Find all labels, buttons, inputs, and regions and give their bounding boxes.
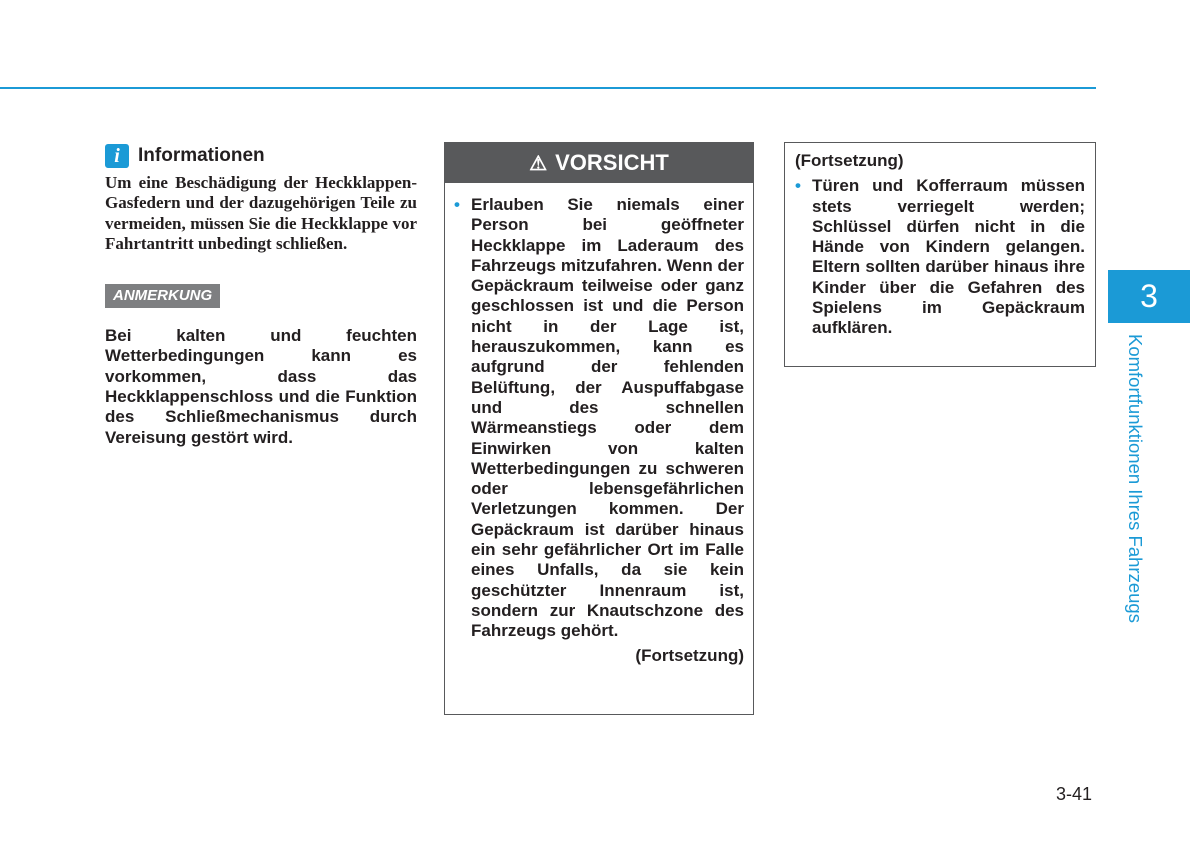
continued-label: (Fortsetzung) (635, 645, 744, 665)
continuation-text: Türen und Kofferraum müssen stets verriegelt werden; Schlüssel dürfen nicht in die Hände von Kindern gelangen. Eltern sollten darüber hinaus ihre Kinder über die Gefahren des Spielens im Gepäckraum aufklären. (812, 176, 1085, 338)
info-column (105, 143, 417, 448)
chapter-label: Komfortfunktionen Ihres Fahrzeugs (1125, 334, 1146, 623)
continuation-box (784, 142, 1096, 367)
caution-box (444, 142, 754, 715)
note-text: Bei kalten und feuchten Wetterbedingungen kann es vorkommen, dass das Heckklappenschloss und die Funktion des Schließmechanismus durch Vereisung gestört wird. (105, 326, 417, 447)
note-badge: ANMERKUNG (105, 284, 220, 308)
caution-text: Erlauben Sie niemals einer Person bei geöffneter Heckklappe im Laderaum des Fahrzeugs mitzufahren. Wenn der Gepäckraum teilweise oder ganz geschlossen ist und die Person nicht in der Lage ist, herauszukommen, kann es aufgrund der fehlenden Belüftung, der Auspuffabgase und des schnellen Wärmeanstiegs oder dem Einwirken von kalten Wetterbedingungen zu schweren oder lebensgefährlichen Verletzungen kommen. Der Gepäckraum ist darüber hinaus ein sehr gefährlicher Ort im Falle eines Unfalls, da sie kein geschützter Innenraum ist, sondern zur Knautschzone des Fahrzeugs gehört. (471, 195, 744, 641)
chapter-tab: 3 (1108, 270, 1190, 323)
caution-title: VORSICHT (555, 150, 669, 175)
info-text: Um eine Beschädigung der Heckklappen-Gasfedern und der dazugehörigen Teile zu vermeiden, müssen Sie die Heckklappe vor Fahrtantritt unbedingt schließen. (105, 173, 417, 253)
top-rule (0, 87, 1096, 89)
info-header (105, 143, 417, 169)
info-title: Informationen (138, 145, 265, 166)
caution-bullet-item (454, 195, 744, 642)
info-icon: i (105, 144, 129, 168)
warning-triangle-icon: ⚠ (529, 152, 548, 175)
bullet-icon: • (454, 195, 460, 214)
caution-body (445, 183, 753, 666)
caution-header (445, 143, 753, 183)
page-number: 3-41 (1056, 784, 1093, 804)
continuation-bullet-item (795, 176, 1085, 338)
continuation-title: (Fortsetzung) (795, 151, 904, 170)
bullet-icon: • (795, 176, 801, 196)
